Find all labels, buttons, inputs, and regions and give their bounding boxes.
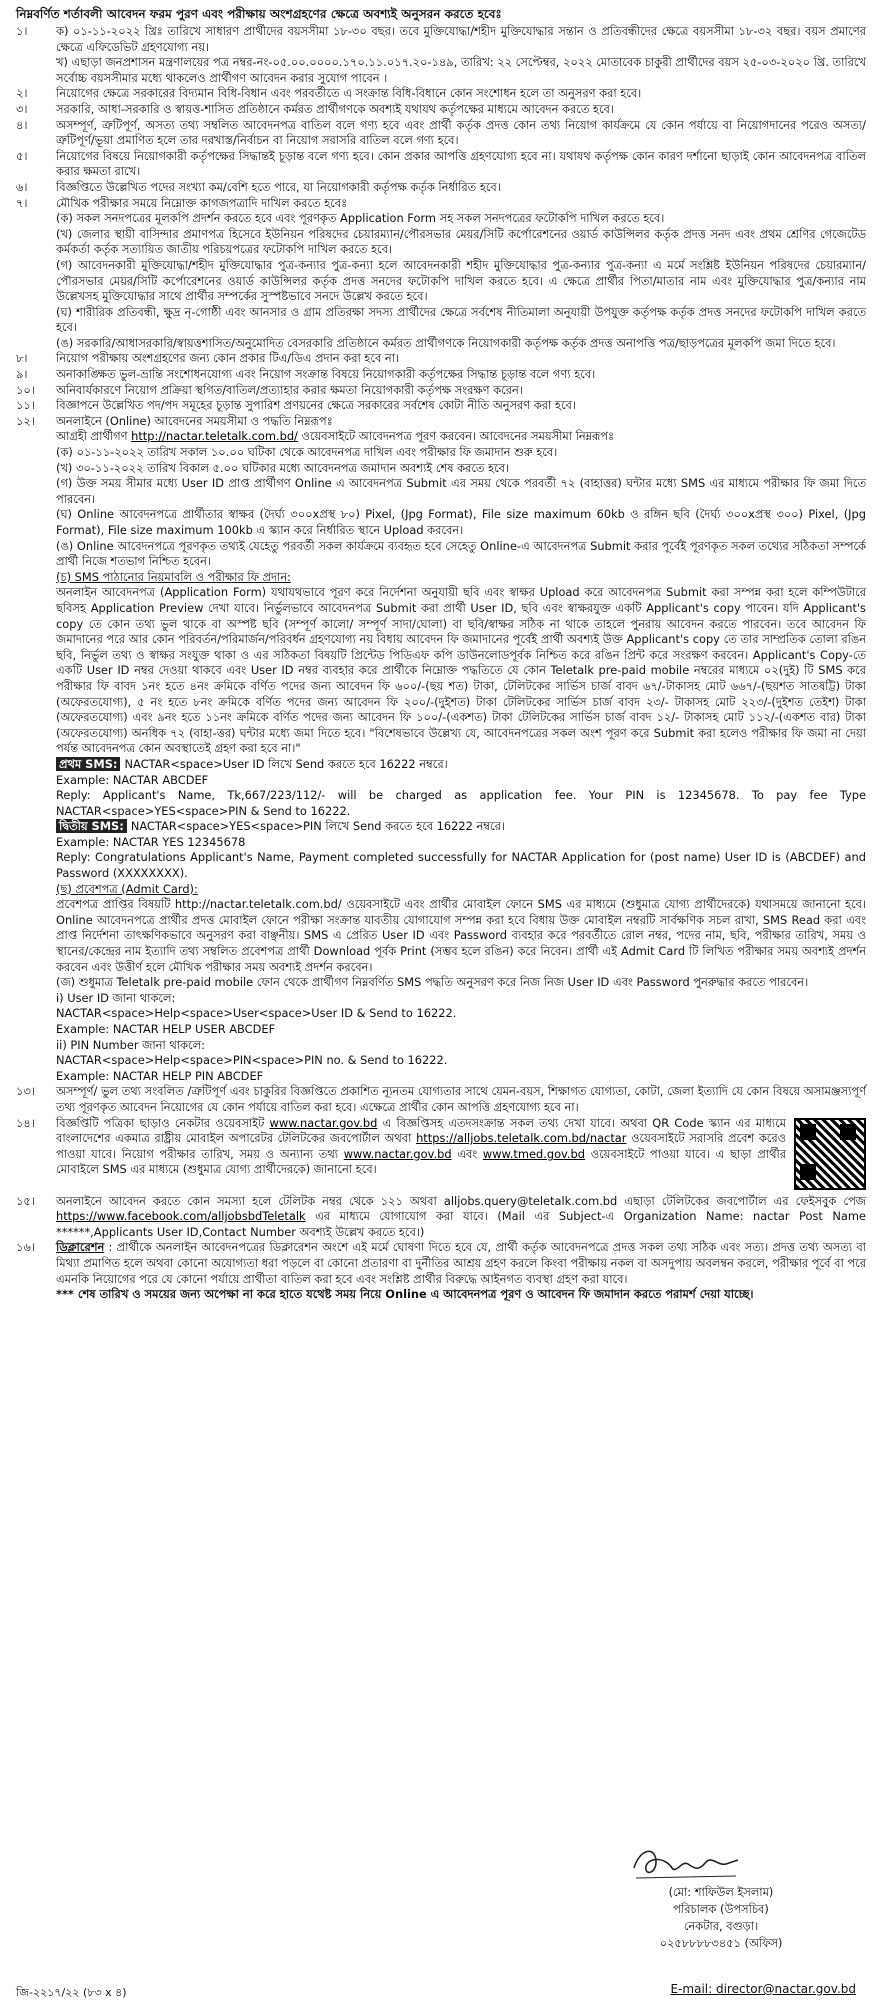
item-number: ১১। [16, 398, 35, 413]
item-number: ৯। [16, 367, 28, 382]
condition-item [16, 86, 866, 102]
item-15 [16, 1194, 866, 1241]
item-paragraph: খ) এছাড়া জনপ্রশাসন মন্ত্রণালয়ের পত্র নম্বর-নং-০৫.০০.০০০০.১৭০.১১.০১৭.২০-১৪৯, তারিখ: ২২ সেপ্টেম্বর, ২০২২ মোতাবেক চাকুরী প্রার্থীদের বয়স ২৫-০৩-২০২০ খ্রি. তারিখে সর্বোচ্চ বয়সসীমার মধ্যে থাকলেও প্রার্থীগণ আবেদন করার সুযোগ পাবেন । [56, 55, 866, 85]
recovery-userid-title: i) User ID জানা থাকলে: [56, 990, 176, 1005]
item-paragraph: সরকারি, আধা-সরকারি ও স্বায়ত্ত-শাসিত প্রতিষ্ঠানে কর্মরত প্রার্থীগণকে অবশ্যই যথাযথ কর্তৃপক্ষের মাধ্যমে আবেদন করতে হবে। [56, 101, 614, 116]
apply-line [56, 429, 866, 445]
item-number: ১৫। [16, 1193, 35, 1208]
teletalk-apply-link[interactable]: http://nactar.teletalk.com.bd/ [131, 429, 298, 444]
declaration-label: ডিক্লারেশন [56, 1240, 105, 1255]
item-14-t1: বিজ্ঞপ্তিটি পত্রিকা ছাড়াও নেকটার ওয়েবসাইট [56, 1115, 265, 1130]
director-email-link[interactable]: E-mail: director@nactar.gov.bd [670, 1982, 856, 1996]
item-16-body [56, 1240, 866, 1302]
condition-item [16, 196, 866, 352]
sms2-line [56, 819, 866, 835]
condition-item [16, 351, 866, 367]
notice-page [16, 6, 866, 1999]
item-paragraph: নিয়োগের ক্ষেত্রে সরকারের বিদ্যমান বিধি-বিধান এবং পরবর্তীতে এ সংক্রান্ত বিধি-বিধানে কোন সংশোধন হলে তা অনুসরণ করা হবে। [56, 86, 642, 101]
sms-rules-title: (চ) SMS পাঠানোর নিয়মাবলি ও পরীক্ষার ফি প্রদান: [56, 569, 291, 584]
publication-code: জি-২২১৭/২২ (৮৩ x ৪) [16, 1986, 127, 1999]
item-body [56, 149, 866, 180]
item-paragraph: অনাকাঙ্ক্ষিত ভুল-ভ্রান্তি সংশোধনযোগ্য এবং নিয়োগ সংক্রান্ত বিষয়ে নিয়োগকারী কর্তৃপক্ষের সিদ্ধান্ত চূড়ান্ত বলে গণ্য হবে। [56, 367, 596, 382]
item-paragraph: (ক) সকল সনদপত্রের মূলকপি প্রদর্শন করতে হবে এবং পূরণকৃত Application Form সহ সকল সনদপত্রের ফটোকপি দাখিল করতে হবে। [56, 211, 665, 226]
item-number: ১। [16, 24, 28, 38]
item-15-t2: এর মাধ্যমে যোগাযোগ করা যাবে। (Mail এর Subject-এ Organization Name: nactar Post Name ******,Applicants User ID,Contact Number অবশ্যই উল্লেখ করতে হবে।) [56, 1209, 866, 1239]
condition-item [16, 118, 866, 149]
admit-card-title: (ছ) প্রবেশপত্র (Admit Card): [56, 881, 198, 896]
item-body [56, 86, 866, 102]
signatory-phone: ০২৫৮৮৮৮৩৪৫১ (অফিস) [659, 1936, 783, 1950]
item-12-a: (ক) ০১-১১-২০২২ তারিখ সকাল ১০.০০ ঘটিকা থেকে আবেদনপত্র দাখিল এবং পরীক্ষার ফি জমাদান শুরু হবে। [56, 445, 558, 460]
sms2-reply: Reply: Congratulations Applicant's Name, Payment completed successfully for NACTAR Application for (post name) User ID is (ABCDEF) and Password (XXXXXXXX). [56, 850, 866, 881]
item-body [56, 196, 866, 352]
sms1-text: NACTAR<space>User ID লিখে Send করতে হবে 16222 নম্বরে। [124, 756, 448, 771]
item-paragraph: নিয়োগ পরীক্ষায় অংশগ্রহণের জন্য কোন প্রকার টিএ/ডিএ প্রদান করা হবে না। [56, 351, 400, 366]
item-number: ২। [16, 86, 28, 101]
item-paragraph: নিয়োগের বিষয়ে নিয়োগকারী কর্তৃপক্ষের সিদ্ধান্তই চূড়ান্ত বলে গণ্য হবে। কোন প্রকার আপত্তি গ্রহণযোগ্য হবে না। যথাযথ কর্তৃপক্ষ কোন কারণ দর্শানো ছাড়াই কোন আবেদনপত্র বাতিল করার ক্ষমতা রাখে। [56, 148, 866, 179]
sms1-line [56, 757, 866, 773]
item-paragraph: (গ) আবেদনকারী মুক্তিযোদ্ধা/শহীদ মুক্তিযোদ্ধার পুত্র-কন্যার পুত্র-কন্যা হলে আবেদনকারী শহীদ মুক্তিযোদ্ধার পুত্র-কন্যার পুত্র-কন্যা এ মর্মে সংশ্লিষ্ট ইউনিয়ন পরিষদের চেয়ারম্যান/পৌরসভার মেয়র/সিটি কর্পোরেশনের ওয়ার্ড কাউন্সিলর কর্তৃক প্রদত্ত সনদের ফটোকপি দাখিল করতে হবে। এ ক্ষেত্রে প্রার্থীর পিতা/মাতার নাম এবং মুক্তিযোদ্ধার পুত্র/কন্যার নাম উল্লেখসহ মুক্তিযোদ্ধার সাথে প্রার্থীর সম্পর্কের সুস্পষ্টভাবে সনদে উল্লেখ করতে হবে। [56, 257, 866, 304]
sms1-label: প্রথম SMS: [56, 757, 120, 771]
item-14-t4: এবং [457, 1146, 478, 1161]
signatory-name: (মো: শাফিউল ইসলাম) [668, 1885, 774, 1899]
sms2-label: দ্বিতীয় SMS: [56, 819, 127, 833]
online-intro: অনলাইনে (Online) আবেদনের সময়সীমা ও পদ্ধতি নিম্নরূপঃ [56, 413, 333, 428]
conditions-list [16, 24, 866, 414]
item-body [56, 102, 866, 118]
conditions-title: নিম্নবর্ণিত শর্তাবলী আবেদন ফরম পুরণ এবং পরীক্ষায় অংশগ্রহণের ক্ষেত্রে অবশ্যই অনুসরন করতে হবেঃ [16, 7, 502, 21]
item-number: ১৩। [16, 1084, 35, 1099]
item-body [56, 351, 866, 367]
condition-item [16, 367, 866, 383]
item-body [56, 118, 866, 149]
item-16 [16, 1240, 866, 1302]
item-15-body [56, 1194, 866, 1241]
item-number: ১২। [16, 413, 35, 428]
qr-code-icon[interactable] [794, 1118, 866, 1190]
condition-item [16, 102, 866, 118]
item-paragraph: (ঙ) সরকারি/আধাসরকারি/স্বায়ত্তশাসিত/অনুমোদিত বেসরকারি প্রতিষ্ঠানে কর্মরত প্রার্থীগণকে নিয়োগকারী কর্তৃপক্ষ কর্তৃক প্রদত্ত অনাপত্তি পত্র/ছাড়পত্রের মূলকপি জমা দিতে হবে। [56, 335, 836, 350]
item-body [56, 383, 866, 399]
item-14-body [56, 1116, 866, 1194]
sms1-reply: Reply: Applicant's Name, Tk,667/223/112/- will be charged as application fee. Your PIN is 12345678. To pay fee Type NACTAR<space>YES<space>PIN & Send to 16222. [56, 788, 866, 818]
item-14 [16, 1116, 866, 1194]
sms2-text: NACTAR<space>YES<space>PIN লিখে Send করতে হবে 16222 নম্বরে। [130, 819, 505, 834]
admit-card-body: প্রবেশপত্র প্রাপ্তির বিষয়টি http://nactar.teletalk.com.bd/ ওয়েবসাইটে এবং প্রার্থীর মোবাইল ফোনে SMS এর মাধ্যমে (শুধুমাত্র যোগ্য প্রার্থীদেরকে) যথাসময়ে জানানো হবে। Online আবেদনপত্রে প্রার্থীর প্রদত্ত মোবাইল ফোনে পরীক্ষা সংক্রান্ত যাবতীয় যোগাযোগ সম্পন্ন করা হবে বিধায় উক্ত মোবাইল নম্বরটি সার্বক্ষণিক সচল রাখা, SMS Read করা এবং প্রাপ্ত নির্দেশনা তাৎক্ষণিকভাবে অনুসরণ করা বাঞ্ছনীয়। SMS এ প্রেরিত User ID এবং Password ব্যবহার করে পরবর্তীতে রোল নম্বর, পদের নাম, ছবি, পরীক্ষার তারিখ, সময় ও স্থানের/কেন্দ্রের নাম ইত্যাদি তথ্য সম্বলিত প্রবেশপত্র প্রার্থী Download পূর্বক Print (সম্ভব হলে রঙিন) করে নিবেন। প্রার্থী এই Admit Card টি লিখিত পরীক্ষার সময় অবশ্যই প্রদর্শন করবেন এবং উত্তীর্ণ হলে মৌখিক পরীক্ষার সময় অবশ্যই প্রদর্শন করবেন। [56, 897, 866, 974]
sms-rules-body: অনলাইন আবেদনপত্র (Application Form) যথাযথভাবে পূরণ করে নির্দেশনা অনুযায়ী ছবি এবং স্বাক্ষর Upload করে আবেদনপত্র Submit করা সম্পন্ন করা হলে কম্পিউটারে ছবিসহ Application Preview দেখা যাবে। নির্ভুলভাবে আবেদনপত্র Submit করা প্রার্থী User ID, ছবি এবং স্বাক্ষরযুক্ত একটি Applicant's copy পাবেন। যদি Applicant's copy তে কোন তথ্য ভুল থাকে বা অস্পষ্ট ছবি (সম্পূর্ণ কালো/ সম্পূর্ণ সাদা/ঘোলা) বা ছবি/স্বাক্ষর সঠিক না থাকে তাহলে পুনরায় আবেদন করতে পারবেন। তবে আবেদন ফি জমাদানের পরে আর কোন পরিবর্তন/পরিমার্জন/পরিবর্ধন গ্রহণযোগ্য নয় বিধায় আবেদন ফি জমাদানের পূর্বেই প্রার্থী অবশ্যই উক্ত Applicant's copy তে তার সাম্প্রতিক তোলা রঙিন ছবি, নির্ভুল তথ্য ও স্বাক্ষর সংযুক্ত থাকা ও এর সঠিকতা বিষয়টি প্রিন্টেড পিডিএফ কপি ডাউনলোডপূর্বক নিশ্চিত করে রঙিন প্রিন্ট করে সংরক্ষণ করবেন। Applicant's Copy-তে একটি User ID নম্বর দেওয়া থাকবে এবং User ID নম্বর ব্যবহার করে প্রার্থীকে নিম্নোক্ত পদ্ধতিতে যে কোন Teletalk pre-paid mobile নম্বরের মাধ্যমে ০২(দুই) টি SMS করে পরীক্ষার ফি বাবদ ১নং হতে ৪নং ক্রমিকে বর্ণিত পদের জন্য আবেদন ফি ৬০০/-(ছয় শত) টাকা, টেলিটকের সার্ভিস চার্জ বাবদ ৬৭/-টাকাসহ মোট ৬৬৭/-(ছয়শত সাতষট্টি) টাকা (অফেরতযোগ্য), ৫ নং হতে ৮নং ক্রমিকে বর্ণিত পদের জন্য আবেদন ফি ২০০/-(দুইশত) টাকা টেলিটকের সার্ভিস চার্জ বাবদ ২৩/- টাকাসহ মোট ২২৩/-(দুইশত তেইশ) টাকা (অফেরতযোগ্য) এবং ৯নং হতে ১১নং ক্রমিকে বর্ণিত পদের জন্য আবেদন ফি ১০০/-(একশত) টাকা টেলিটকের সার্ভিস চার্জ বাবদ ১২/- টাকাসহ মোট ১১২/-(একশত বার) টাকা (অফেরতযোগ্য) অনধিক ৭২ (বাহা-ত্তর) ঘন্টার মধ্যে জমা দিতে হবে। "বিশেষভাবে উল্লেখ্য যে, আবেদনপত্রের সকল অংশ পূরণ করে Submit করা হলেও পরীক্ষার ফি জমা না দেয়া পর্যন্ত আবেদনপত্র কোন অবস্থাতেই গ্রহণ করা হবে না।" [56, 585, 866, 756]
recovery-userid-example: Example: NACTAR HELP USER ABCDEF [56, 1022, 276, 1036]
recovery-text: (জ) শুধুমাত্র Teletalk pre-paid mobile ফোন থেকে প্রার্থীগণ নিম্নবর্ণিত SMS পদ্ধতি অনুসরণ করে নিজ নিজ User ID এবং Password পুনরুদ্ধার করতে পারবেন। [56, 975, 809, 990]
nactar-website-link-2[interactable]: www.nactar.gov.bd [343, 1146, 452, 1161]
tmed-website-link[interactable]: www.tmed.gov.bd [482, 1146, 585, 1161]
recovery-pin-example: Example: NACTAR HELP PIN ABCDEF [56, 1068, 264, 1083]
item-paragraph: অনিবার্যকারণে নিয়োগ প্রক্রিয়া স্থগিত/বাতিল/প্রত্যাহার করার ক্ষমতা নিয়োগকারী কর্তৃপক্ষ সংরক্ষণ করেন। [56, 382, 523, 397]
item-13 [16, 1084, 866, 1115]
declaration-text: : প্রার্থীকে অনলাইন আবেদনপত্রের ডিক্লারেশন অংশে এই মর্মে ঘোষণা দিতে হবে যে, প্রার্থী কর্তৃক আবেদনপত্রে প্রদত্ত সকল তথ্য সঠিক এবং সত্য। প্রদত্ত তথ্য অসত্য বা মিথ্যা প্রমাণিত হলে অথবা কোনো অযোগ্যতা ধরা পড়লে বা কোনো প্রতারণা বা দুর্নীতির আশ্রয় গ্রহণ করলে কিংবা পরীক্ষায় নকল বা অসদুপায় অবলম্বন করলে, পরীক্ষার পূর্বে বা পরে এমনকি নিয়োগের পরে যে কোনো পর্যায়ে প্রার্থীতা বাতিল করা হবে এবং সংশ্লিষ্ট প্রার্থীর বিরুদ্ধে আইনগত ব্যবস্থা গ্রহণ করা যাবে। [56, 1240, 866, 1286]
signature-image [586, 1836, 856, 1884]
signatory-org: নেকটার, বগুড়া। [683, 1919, 759, 1933]
item-12-d: (ঘ) Online আবেদনপত্রে প্রার্থীতার স্বাক্ষর (দৈর্ঘ্য ৩০০xপ্রস্থ ৮০) Pixel, (Jpg Format), File size maximum 60kb ও রঙ্গিন ছবি (দৈর্ঘ্য ৩০০xপ্রস্থ ৩০০) Pixel, (Jpg Format), File size maximum 100kb এ স্ক্যান করে নির্ধারিত স্থানে Upload করবেন। [56, 507, 866, 537]
item-paragraph: অসম্পূর্ণ, ত্রুটিপূর্ণ, অসত্য তথ্য সম্বলিত আবেদনপত্র বাতিল বলে গণ্য হবে এবং প্রার্থী কর্তৃক প্রদত্ত কোন তথ্য নিয়োগ কার্যক্রমে যে কোন পর্যায়ে বা নিয়োগদানের পরেও অসত্য/ত্রুটিপূর্ণ/ভূয়া প্রমাণিত হলে তার দরখাস্ত/নির্বাচন বা নিয়োগ সরাসরি বাতিল বলে গণ্য হবে। [56, 117, 866, 148]
item-14-t2: এ বিজ্ঞপ্তিসহ এতদসংক্রান্ত সকল তথ্য দেখা যাবে। অথবা QR Code স্ক্যান এর মাধ্যমে বাংলাদেশের একমাত্র রাষ্ট্রীয় মোবাইল অপারেটর টেলিটকের জবপোর্টাল অথবা [56, 1115, 787, 1146]
item-12-c: (গ) উক্ত সময় সীমার মধ্যে User ID প্রাপ্ত প্রার্থীগণ Online এ আবেদনপত্র Submit এর সময় থেকে পরবর্তী ৭২ (বাহাত্তর) ঘন্টার মধ্যে SMS এর মাধ্যমে পরীক্ষার ফি জমা দিতে পারবেন। [56, 476, 866, 506]
item-12 [16, 414, 866, 1085]
deadline-note: *** শেষ তারিখ ও সময়ের জন্য অপেক্ষা না করে হাতে যথেষ্ট সময় নিয়ে Online এ আবেদনপত্র পূরণ ও আবেদন ফি জমাদান করতে পরামর্শ দেয়া যাচ্ছে। [56, 1287, 754, 1302]
item-number: ৮। [16, 351, 28, 366]
condition-item [16, 24, 866, 86]
item-paragraph: বিজ্ঞপ্তিতে উল্লেখিত পদের সংখ্যা কম/বেশি হতে পারে, যা নিয়োগকারী কর্তৃপক্ষ কর্তৃক নির্ধারিত হবে। [56, 179, 501, 194]
item-paragraph: (ঘ) শারীরিক প্রতিবন্ধী, ক্ষুদ্র নৃ-গোষ্ঠী এবং আনসার ও গ্রাম প্রতিরক্ষা সদস্য প্রার্থীদের ক্ষেত্রে সর্বশেষ নীতিমালা অনুযায়ী উপযুক্ত কর্তৃপক্ষ কর্তৃক প্রদত্ত সনদের ফটোকপি দাখিল করতে হবে। [56, 304, 866, 335]
item-number: ৫। [16, 148, 28, 163]
item-number: ৩। [16, 101, 28, 116]
item-number: ১৬। [16, 1240, 35, 1255]
nactar-website-link[interactable]: www.nactar.gov.bd [269, 1115, 378, 1130]
item-12-e: (ঙ) Online আবেদনপত্রে পূরণকৃত তথ্যই যেহেতু পরবর্তী সকল কার্যক্রমে ব্যবহৃত হবে সেহেতু Online-এ আবেদনপত্র Submit করার পূর্বেই পূরণকৃত সকল তথ্যের সঠিকতা সম্পর্কে প্রার্থী নিজে শতভাগ নিশ্চিত হবেন। [56, 538, 866, 569]
apply-post: ওয়েবসাইটে আবেদনপত্র পূরণ করবেন। আবেদনের সময়সীমা নিম্নরূপঃ [301, 429, 615, 444]
facebook-page-link[interactable]: https://www.facebook.com/alljobsbdTeletalk [56, 1209, 306, 1224]
item-12-body [56, 414, 866, 1085]
item-body [56, 24, 866, 86]
condition-item [16, 149, 866, 180]
item-13-text: অসম্পূর্ণ/ ভুল তথ্য সংবলিত /ত্রুটিপূর্ণ এবং চাকুরির বিজ্ঞপ্তিতে প্রকাশিত ন্যূনতম যোগ্যতার সাথে যেমন-বয়স, শিক্ষাগত যোগ্যতা, কোটা, জেলা ইত্যাদি যে কোন বিষয়ে অসামঞ্জস্যপূর্ণ তথ্য পূরণকৃত আবেদন নিয়োগের যে কোন পর্যায়ে বাতিল করা হবে। এক্ষেত্রে প্রার্থীর কোন আপত্তি গ্রহণযোগ্য হবে না। [56, 1084, 866, 1114]
condition-item [16, 398, 866, 414]
item-body [56, 367, 866, 383]
item-number: ১৪। [16, 1115, 35, 1130]
item-number: ৭। [16, 195, 28, 210]
sms2-example: Example: NACTAR YES 12345678 [56, 834, 246, 849]
signature-block [586, 1836, 856, 1952]
item-14-t3: ওয়েবসাইটে সরাসরি প্রবেশ করেও পাওয়া যাবে। নিয়োগ পরীক্ষার তারিখ, সময় ও অন্যান্য তথ্য [56, 1131, 787, 1161]
item-number: ১০। [16, 382, 35, 397]
condition-item [16, 180, 866, 196]
sms1-example: Example: NACTAR ABCDEF [56, 772, 209, 787]
item-number: ৬। [16, 179, 28, 194]
item-paragraph: ক) ০১-১১-২০২২ খ্রিঃ তারিখে সাধারণ প্রার্থীদের বয়সসীমা ১৮-৩০ বছর। তবে মুক্তিযোদ্ধা/শহীদ মুক্তিযোদ্ধার সন্তান ও প্রতিবন্ধীদের ক্ষেত্রে বয়সসীমা ১৮-৩২ বছর। বয়স প্রমাণের ক্ষেত্রে এফিডেভিট গ্রহণযোগ্য নয়। [56, 24, 866, 54]
alljobs-nactar-link[interactable]: https://alljobs.teletalk.com.bd/nactar [416, 1131, 627, 1146]
recovery-pin-title: ii) PIN Number জানা থাকলে: [56, 1037, 205, 1052]
item-body [56, 180, 866, 196]
item-paragraph: (খ) জেলার স্থায়ী বাসিন্দার প্রমাণপত্র হিসেবে ইউনিয়ন পরিষদের চেয়ারম্যান/পৌরসভার মেয়র/সিটি কর্পোরেশনের ওয়ার্ড কাউন্সিলর কর্তৃক প্রদত্ত সনদ এবং প্রথম শ্রেণির গেজেটেড কর্মকর্তা কর্তৃক সত্যায়িত জাতীয় পরিচয়পত্রের ফটোকপি দাখিল করতে হবে। [56, 226, 866, 257]
item-paragraph: বিজ্ঞাপনে উল্লেখিত পদ/পদ সমূহের চূড়ান্ত সুপারিশ প্রণয়নের ক্ষেত্রে সরকারের সর্বশেষ কোটা নীতি অনুসরণ করা হবে। [56, 398, 576, 413]
recovery-pin-cmd: NACTAR<space>Help<space>PIN<space>PIN no. & Send to 16222. [56, 1053, 448, 1068]
item-14-t5: ওয়েবসাইটে পাওয়া যাবে। এ ছাড়া প্রার্থীর মোবাইলে SMS এর মাধ্যমে (শুধুমাত্র যোগ্য প্রার্থীদেরকে) জানানো হবে। [56, 1146, 787, 1177]
item-15-t1: অনলাইনে আবেদন করতে কোন সমস্যা হলে টেলিটক নম্বর থেকে ১২১ অথবা alljobs.query@teletalk.com.bd এছাড়া টেলিটকের জবপোর্টাল এর ফেইসবুক পেজ [56, 1193, 866, 1208]
item-12-b: (খ) ৩০-১১-২০২২ তারিখ বিকাল ৫.০০ ঘটিকার মধ্যে আবেদনপত্র জমাদান অবশ্যই শেষ করতে হবে। [56, 460, 510, 475]
item-number: ৪। [16, 117, 28, 132]
condition-item [16, 383, 866, 399]
apply-pre: আগ্রহী প্রার্থীগণ [56, 429, 128, 444]
signatory-title: পরিচালক (উপসচিব) [673, 1902, 769, 1916]
recovery-userid-cmd: NACTAR<space>Help<space>User<space>User ID & Send to 16222. [56, 1006, 457, 1021]
item-paragraph: মৌখিক পরীক্ষার সময়ে নিম্নোক্ত কাগজপত্রাদি দাখিল করতে হবেঃ [56, 195, 348, 210]
item-body [56, 398, 866, 414]
